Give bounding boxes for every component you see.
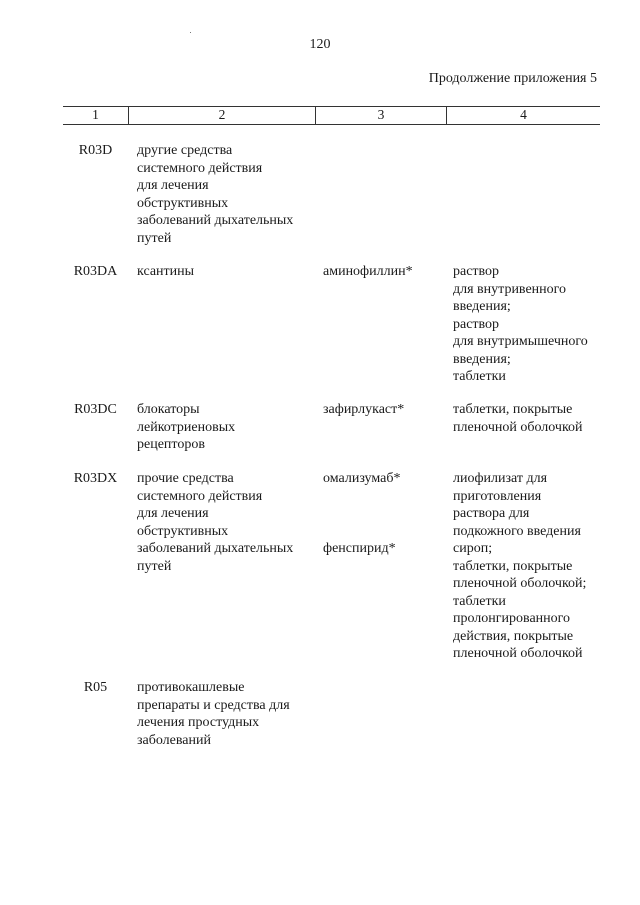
group-name: другие средства системного действия для лечения обструктивных заболеваний дыхательных путей xyxy=(137,143,294,246)
scan-speck xyxy=(190,32,191,33)
drug-name-2: фенспирид* xyxy=(323,541,396,556)
column-header-2: 2 xyxy=(128,107,315,124)
atc-code: R03DA xyxy=(73,264,118,279)
atc-code: R03DX xyxy=(73,471,118,486)
page-number: 120 xyxy=(309,37,331,52)
group-name: ксантины xyxy=(137,264,195,279)
column-header-1: 1 xyxy=(92,107,99,122)
atc-code: R03DC xyxy=(74,402,117,417)
dosage-form: таблетки, покрытые пленочной оболочкой xyxy=(453,402,583,435)
continuation-label: Продолжение приложения 5 xyxy=(428,71,597,86)
group-name: блокаторы лейкотриеновых рецепторов xyxy=(137,402,236,452)
atc-code: R03D xyxy=(78,143,113,158)
table-header xyxy=(63,106,600,125)
drug-name: зафирлукаст* xyxy=(323,402,405,417)
column-header-3: 3 xyxy=(315,107,446,124)
dosage-form-2: сироп; таблетки, покрытые пленочной оболочкой; таблетки пролонгированного действия, покрытые пленочной оболочкой xyxy=(453,541,587,661)
group-name: прочие средства системного действия для лечения обструктивных заболеваний дыхательных путей xyxy=(137,471,294,574)
dosage-form: раствор для внутривенного введения; раствор для внутримышечного введения; таблетки xyxy=(453,264,588,384)
group-name: противокашлевые препараты и средства для лечения простудных заболеваний xyxy=(137,680,290,748)
dosage-form: лиофилизат для приготовления раствора для подкожного введения xyxy=(453,471,581,539)
atc-code: R05 xyxy=(83,680,108,695)
column-header-4: 4 xyxy=(446,107,600,124)
drug-name: омализумаб* xyxy=(323,471,401,486)
drug-name: аминофиллин* xyxy=(323,264,413,279)
